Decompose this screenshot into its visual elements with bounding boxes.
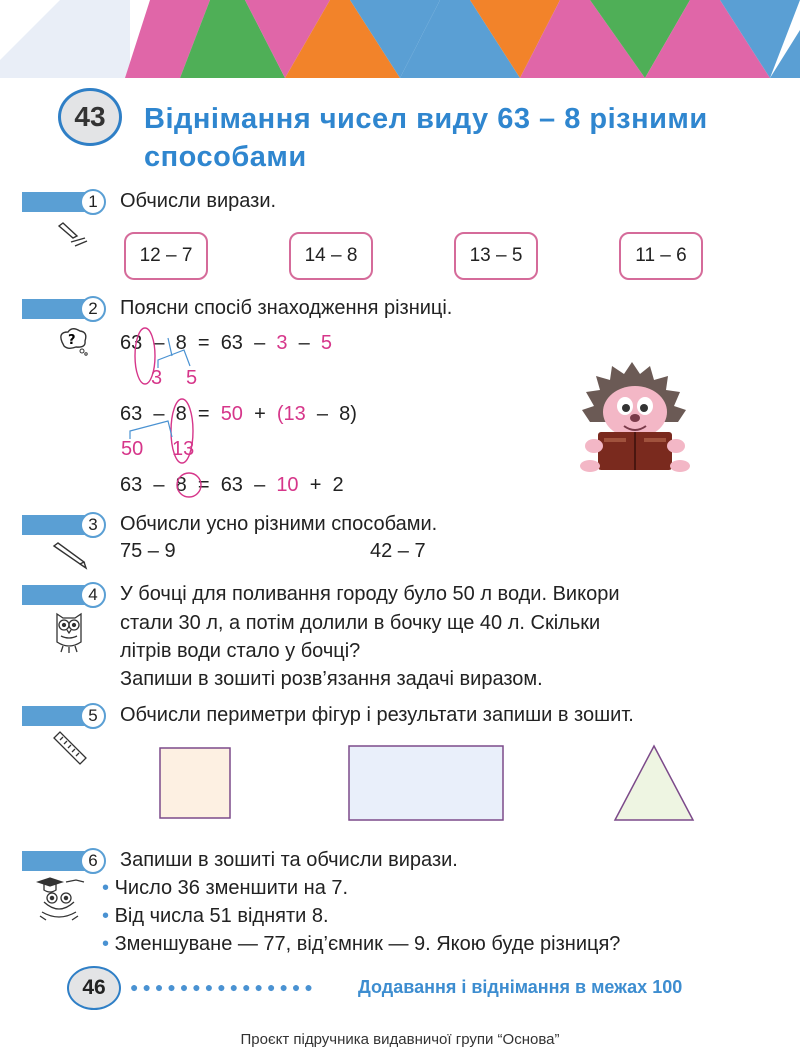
question-cloud-icon xyxy=(56,326,90,356)
bullet-item: • Від числа 51 відняти 8. xyxy=(102,905,329,927)
task-2-text: Поясни спосіб знаходження різниці. xyxy=(120,297,453,319)
lesson-title xyxy=(144,100,784,176)
split-value: 5 xyxy=(186,367,198,389)
split-value: 13 xyxy=(172,438,195,460)
task-1-number: 1 xyxy=(80,189,106,215)
svg-text:?: ? xyxy=(68,333,76,348)
task-3-text: Обчисли усно різними способами. xyxy=(120,513,438,535)
task-3-expression: 75 – 9 xyxy=(120,540,176,562)
split-value: 3 xyxy=(151,367,163,389)
pencil-write-icon xyxy=(55,218,89,248)
task-1-text: Обчисли вирази. xyxy=(120,190,277,212)
equation-row-2: 63 – 8 = 50 + (13 – 8) xyxy=(120,403,357,425)
equation-row-1: 63 – 8 = 63 – 3 – 5 xyxy=(120,332,332,354)
task-6-text: Запиши в зошиті та обчисли вирази. xyxy=(120,849,458,871)
task-3-expression: 42 – 7 xyxy=(370,540,426,562)
task-5-text: Обчисли периметри фігур і результати запиши в зошит. xyxy=(120,704,634,726)
page-number: 46 xyxy=(67,966,121,1010)
owl-icon xyxy=(53,608,85,654)
title-line-1: Віднімання чисел виду 63 – 8 різними xyxy=(144,103,708,135)
dotted-leader: ●●●●●●●●●●●●●●● xyxy=(130,979,317,995)
task-4-line-1: У бочці для поливання городу було 50 л води. Викори xyxy=(120,583,620,605)
header-banner xyxy=(0,0,800,78)
expression-box: 13 – 5 xyxy=(454,232,538,280)
bullet-item: • Зменшуване — 77, від’ємник — 9. Якою буде різниця? xyxy=(102,933,621,955)
lesson-number: 43 xyxy=(58,88,122,146)
task-4-line-3: літрів води стало у бочці? xyxy=(120,640,361,662)
rectangle-figure xyxy=(349,746,503,820)
section-title: Додавання і віднімання в межах 100 xyxy=(358,977,683,997)
task-3-number: 3 xyxy=(80,512,106,538)
pencil-icon xyxy=(50,540,90,570)
frog-graduate-icon xyxy=(36,876,90,922)
ruler-icon xyxy=(52,730,88,766)
task-6-number: 6 xyxy=(80,848,106,874)
task-4-line-2: стали 30 л, а потім долили в бочку ще 40 л. Скільки xyxy=(120,612,601,634)
publisher-credit: Проєкт підручника видавничої групи “Основа” xyxy=(240,1031,560,1048)
task-4-number: 4 xyxy=(80,582,106,608)
task-5-number: 5 xyxy=(80,703,106,729)
hedgehog-illustration xyxy=(580,362,690,476)
perimeter-figures xyxy=(155,740,715,830)
title-line-2: способами xyxy=(144,141,307,173)
bullet-item: • Число 36 зменшити на 7. xyxy=(102,877,349,899)
triangle-figure xyxy=(615,746,693,820)
circled-number xyxy=(174,470,204,500)
split-value: 50 xyxy=(121,438,144,460)
equation-row-3: 63 – 8 = 63 – 10 + 2 xyxy=(120,474,344,496)
task-4-line-4: Запиши в зошиті розв’язання задачі виразом. xyxy=(120,668,543,690)
expression-box: 14 – 8 xyxy=(289,232,373,280)
task-2-number: 2 xyxy=(80,296,106,322)
square-figure xyxy=(160,748,230,818)
expression-box: 12 – 7 xyxy=(124,232,208,280)
expression-box: 11 – 6 xyxy=(619,232,703,280)
